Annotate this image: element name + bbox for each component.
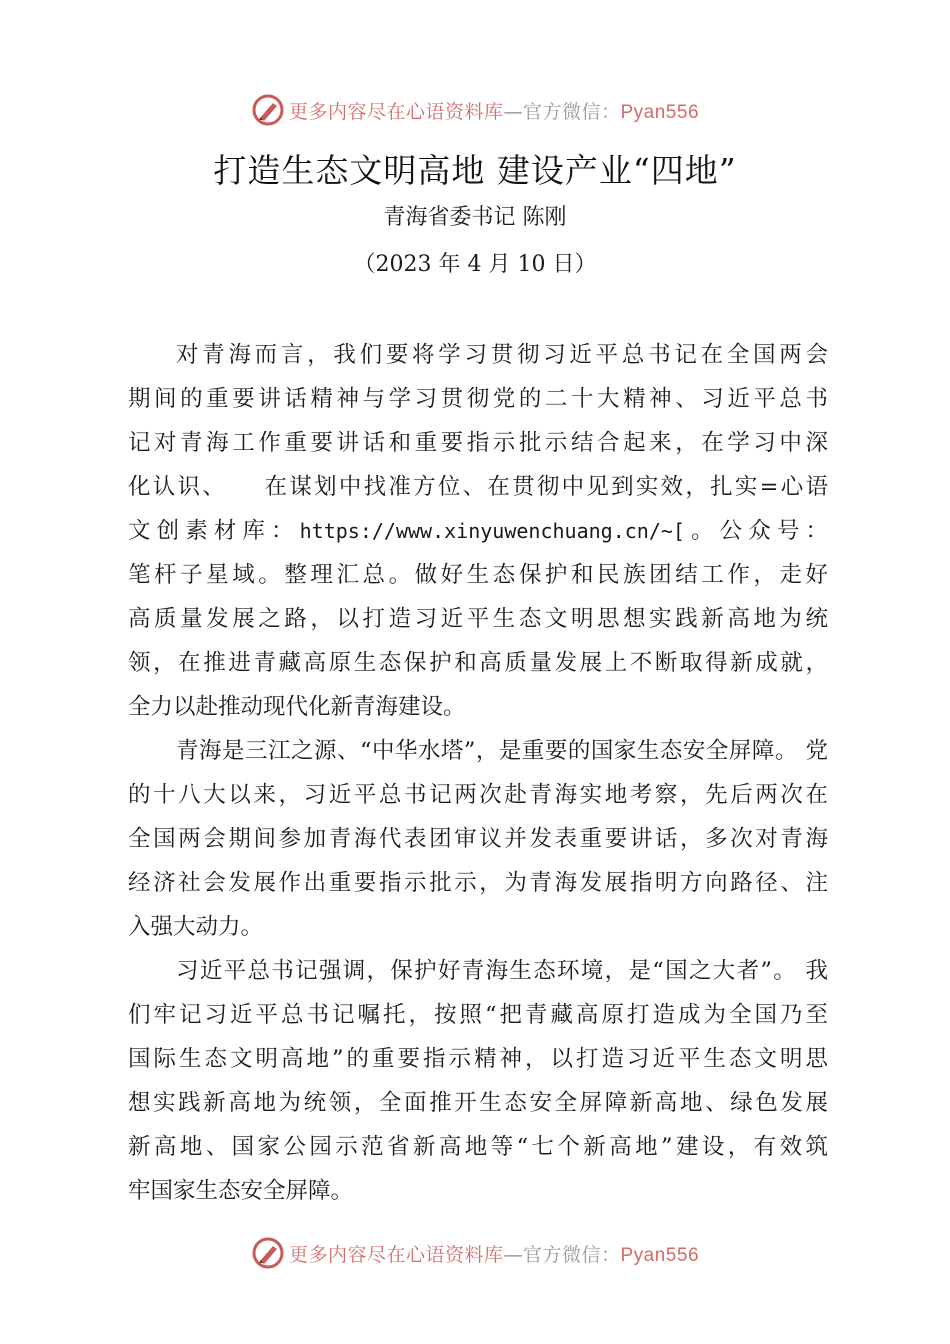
pen-icon [251,1236,285,1270]
watermark-footer [0,1233,950,1273]
paragraph-1-line-9: 全力以赴推动现代化新青海建设。 [128,694,466,720]
paragraph-3-line-4: 想实践新高地为统领，全面推开生态安全屏障新高地、绿色发展 [128,1090,828,1116]
paragraph-3-line-6: 牢国家生态安全屏障。 [128,1178,354,1204]
watermark-text [289,97,699,124]
watermark-part1: 更多内容尽在心语资料库 [288,100,504,123]
watermark-id: Pyan556 [620,101,700,123]
paragraph-3-line-2: 们牢记习近平总书记嘱托，按照“把青藏高原打造成为全国乃至 [128,1002,828,1028]
paragraph-3-line-5: 新高地、国家公园示范省新高地等“七个新高地”建设，有效筑 [128,1134,828,1160]
paragraph-1-line-5 [128,509,828,553]
watermark-header [0,90,950,130]
watermark-id: Pyan556 [620,1244,700,1266]
watermark-part1: 更多内容尽在心语资料库 [288,1243,504,1266]
paragraph-2-line-4: 经济社会发展作出重要指示批示，为青海发展指明方向路径、注 [128,870,828,896]
paragraph-2-line-1: 青海是三江之源、“中华水塔”，是重要的国家生态安全屏障。 党 [176,738,828,764]
paragraph-1-line-8: 领，在推进青藏高原生态保护和高质量发展上不断取得新成就， [128,650,828,676]
paragraph-1-line-6: 笔杆子星域。整理汇总。做好生态保护和民族团结工作，走好 [128,562,828,588]
watermark-part2: 官方微信： [522,100,621,123]
paragraph-1-line-4: 化认识、 在谋划中找准方位、在贯彻中见到实效，扎实=心语 [128,474,828,500]
paragraph-1-line-2: 期间的重要讲话精神与学习贯彻党的二十大精神、习近平总书 [128,386,828,412]
source-label: 文创素材库： [128,518,300,544]
paragraph-1-line-3: 记对青海工作重要讲话和重要指示批示结合起来，在学习中深 [128,430,828,456]
paragraph-2-line-5: 入强大动力。 [128,914,264,940]
date-line: （2023 年 4 月 10 日） [353,252,597,277]
author-line: 青海省委书记 陈刚 [383,205,567,230]
page-title: 打造生态文明高地 建设产业“四地” [213,151,737,190]
watermark-dash: — [503,1243,523,1266]
watermark-part2: 官方微信： [522,1243,621,1266]
source-url: https://www.xinyuwenchuang.cn/~[ [299,519,685,543]
article-body [128,333,828,1213]
watermark-dash: — [503,100,523,123]
account-label: 。公众号： [684,518,828,544]
paragraph-1-line-7: 高质量发展之路，以打造习近平生态文明思想实践新高地为统 [128,606,828,632]
paragraph-1-line-1: 对青海而言，我们要将学习贯彻习近平总书记在全国两会 [176,342,828,368]
pen-icon [251,93,285,127]
paragraph-3-line-1: 习近平总书记强调，保护好青海生态环境，是“国之大者”。 我 [176,958,828,984]
paragraph-2-line-2: 的十八大以来，习近平总书记两次赴青海实地考察，先后两次在 [128,782,828,808]
paragraph-3-line-3: 国际生态文明高地”的重要指示精神，以打造习近平生态文明思 [128,1046,828,1072]
paragraph-2-line-3: 全国两会期间参加青海代表团审议并发表重要讲话，多次对青海 [128,826,828,852]
watermark-text [289,1240,699,1267]
